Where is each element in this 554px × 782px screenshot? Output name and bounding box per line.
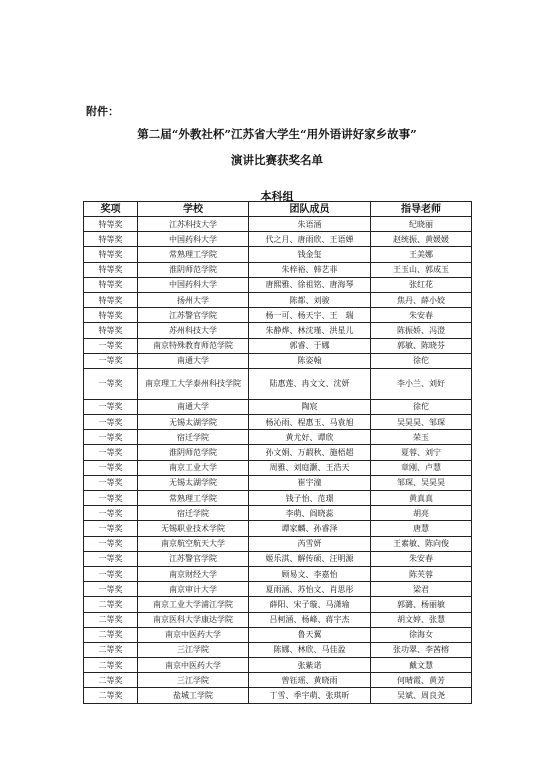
cell-school: 南京财经大学 xyxy=(138,566,249,581)
cell-advisors: 纪晓丽 xyxy=(371,217,472,232)
cell-award: 二等奖 xyxy=(84,627,138,642)
table-row xyxy=(84,688,472,703)
cell-award: 特等奖 xyxy=(84,217,138,232)
cell-school: 南京中医药大学 xyxy=(138,658,249,673)
cell-school: 中国药科大学 xyxy=(138,277,249,292)
cell-school: 淮阴师范学院 xyxy=(138,445,249,460)
cell-advisors: 何晴霞、黄芳 xyxy=(371,673,472,688)
cell-members: 张紫诺 xyxy=(249,658,371,673)
table-row xyxy=(84,582,472,597)
cell-school: 南京工业大学浦江学院 xyxy=(138,597,249,612)
cell-members: 顾易文、李嘉怡 xyxy=(249,566,371,581)
cell-school: 江苏警官学院 xyxy=(138,308,249,323)
cell-advisors: 赵统振、黄媛媛 xyxy=(371,232,472,247)
cell-members: 夏雨涵、苏怡文、肖思彤 xyxy=(249,582,371,597)
cell-award: 一等奖 xyxy=(84,521,138,536)
cell-members: 李萌、阎晓蕊 xyxy=(249,506,371,521)
table-row xyxy=(84,506,472,521)
cell-advisors: 郭敏、陈晓芬 xyxy=(371,338,472,353)
cell-advisors: 章刚、卢慧 xyxy=(371,460,472,475)
cell-school: 江苏警官学院 xyxy=(138,551,249,566)
cell-award: 一等奖 xyxy=(84,399,138,414)
cell-advisors: 张功翠、李茜榕 xyxy=(371,642,472,657)
cell-advisors: 徐佗 xyxy=(371,353,472,368)
cell-members: 陈都、刘骏 xyxy=(249,292,371,307)
cell-award: 特等奖 xyxy=(84,292,138,307)
cell-advisors: 徐佗 xyxy=(371,399,472,414)
cell-advisors: 王素敏、陈向俊 xyxy=(371,536,472,551)
cell-members: 朱语涵 xyxy=(249,217,371,232)
cell-school: 宿迁学院 xyxy=(138,430,249,445)
cell-award: 特等奖 xyxy=(84,262,138,277)
cell-school: 南京中医药大学 xyxy=(138,627,249,642)
cell-award: 一等奖 xyxy=(84,338,138,353)
document-title: 第二届“外教社杯”江苏省大学生“用外语讲好家乡故事” xyxy=(137,127,417,141)
cell-advisors: 胡文婷、张慧 xyxy=(371,612,472,627)
cell-members: 陆惠莲、冉文文、沈妍 xyxy=(249,368,371,399)
table-row xyxy=(84,491,472,506)
cell-advisors: 朱安春 xyxy=(371,308,472,323)
cell-award: 一等奖 xyxy=(84,536,138,551)
cell-advisors: 荣玉 xyxy=(371,430,472,445)
cell-school: 江苏科技大学 xyxy=(138,217,249,232)
cell-school: 常熟理工学院 xyxy=(138,247,249,262)
cell-award: 一等奖 xyxy=(84,551,138,566)
cell-advisors: 王玉山、郭成玉 xyxy=(371,262,472,277)
table-row xyxy=(84,612,472,627)
cell-school: 无锡太湖学院 xyxy=(138,475,249,490)
cell-members: 姬乐淇、解传硕、汪明源 xyxy=(249,551,371,566)
cell-school: 南京工业大学 xyxy=(138,460,249,475)
table-row xyxy=(84,232,472,247)
cell-advisors: 梁君 xyxy=(371,582,472,597)
cell-school: 南通大学 xyxy=(138,353,249,368)
cell-school: 无锡太湖学院 xyxy=(138,415,249,430)
table-row xyxy=(84,445,472,460)
cell-award: 特等奖 xyxy=(84,308,138,323)
cell-members: 孙文娟、万嘏秋、施梧超 xyxy=(249,445,371,460)
cell-school: 扬州大学 xyxy=(138,292,249,307)
column-header-members: 团队成员 xyxy=(249,202,371,217)
awards-table xyxy=(83,201,472,704)
table-row xyxy=(84,673,472,688)
cell-award: 特等奖 xyxy=(84,277,138,292)
cell-advisors: 朱安春 xyxy=(371,551,472,566)
cell-members: 谭家麟、孙睿泽 xyxy=(249,521,371,536)
cell-school: 宿迁学院 xyxy=(138,506,249,521)
column-header-advisors: 指导老师 xyxy=(371,202,472,217)
cell-school: 三江学院 xyxy=(138,673,249,688)
cell-members: 陈姿翰 xyxy=(249,353,371,368)
table-row xyxy=(84,658,472,673)
table-row xyxy=(84,597,472,612)
cell-award: 特等奖 xyxy=(84,323,138,338)
cell-award: 二等奖 xyxy=(84,612,138,627)
cell-award: 一等奖 xyxy=(84,582,138,597)
table-row xyxy=(84,262,472,277)
cell-award: 一等奖 xyxy=(84,491,138,506)
cell-award: 二等奖 xyxy=(84,673,138,688)
table-row xyxy=(84,521,472,536)
cell-members: 代之月、唐雨欣、王语婵 xyxy=(249,232,371,247)
cell-award: 二等奖 xyxy=(84,597,138,612)
cell-school: 南通大学 xyxy=(138,399,249,414)
cell-members: 鲁天翼 xyxy=(249,627,371,642)
cell-school: 南京理工大学泰州科技学院 xyxy=(138,368,249,399)
table-row xyxy=(84,217,472,232)
cell-members: 曾钰瑶、黄晓雨 xyxy=(249,673,371,688)
cell-school: 南京航空航天大学 xyxy=(138,536,249,551)
cell-members: 陶宸 xyxy=(249,399,371,414)
cell-advisors: 陈振娇、冯澄 xyxy=(371,323,472,338)
group-label: 本科组 xyxy=(260,190,294,203)
cell-award: 一等奖 xyxy=(84,445,138,460)
cell-award: 一等奖 xyxy=(84,475,138,490)
table-row xyxy=(84,399,472,414)
cell-advisors: 徐海女 xyxy=(371,627,472,642)
cell-advisors: 郭潞、杨丽敏 xyxy=(371,597,472,612)
cell-advisors: 戴文慧 xyxy=(371,658,472,673)
table-row xyxy=(84,566,472,581)
table-row xyxy=(84,338,472,353)
cell-school: 盐城工学院 xyxy=(138,688,249,703)
cell-members: 朱静烨、林沈瑾、洪星儿 xyxy=(249,323,371,338)
cell-members: 杨一可、杨天宇、王 瑞 xyxy=(249,308,371,323)
cell-advisors: 胡亮 xyxy=(371,506,472,521)
cell-advisors: 邹琛、吴昊昊 xyxy=(371,475,472,490)
cell-award: 特等奖 xyxy=(84,247,138,262)
attachment-label: 附件： xyxy=(86,105,119,118)
table-row xyxy=(84,308,472,323)
cell-members: 吕柯涵、杨峰、蒋宇杰 xyxy=(249,612,371,627)
table-body xyxy=(84,217,472,704)
cell-advisors: 张红花 xyxy=(371,277,472,292)
document-subtitle: 演讲比赛获奖名单 xyxy=(231,153,323,167)
cell-award: 一等奖 xyxy=(84,368,138,399)
table-header-row xyxy=(84,202,472,217)
cell-award: 二等奖 xyxy=(84,658,138,673)
table-row xyxy=(84,536,472,551)
cell-school: 南京特殊教育师范学院 xyxy=(138,338,249,353)
cell-award: 一等奖 xyxy=(84,566,138,581)
cell-members: 唐熙雅、徐祖铭、唐海琴 xyxy=(249,277,371,292)
cell-award: 一等奖 xyxy=(84,353,138,368)
cell-school: 中国药科大学 xyxy=(138,232,249,247)
cell-school: 常熟理工学院 xyxy=(138,491,249,506)
cell-members: 郭睿、于娜 xyxy=(249,338,371,353)
cell-school: 三江学院 xyxy=(138,642,249,657)
cell-members: 杨沁雨、程惠玉、马袁旭 xyxy=(249,415,371,430)
cell-advisors: 焦丹、薛小姣 xyxy=(371,292,472,307)
table-row xyxy=(84,368,472,399)
table-row xyxy=(84,475,472,490)
table-row xyxy=(84,642,472,657)
table-row xyxy=(84,430,472,445)
cell-advisors: 黄真真 xyxy=(371,491,472,506)
cell-award: 一等奖 xyxy=(84,430,138,445)
table-row xyxy=(84,627,472,642)
cell-members: 周雅、刘庭灏、王浩天 xyxy=(249,460,371,475)
cell-award: 二等奖 xyxy=(84,642,138,657)
cell-members: 黄尤好、谭欣 xyxy=(249,430,371,445)
table-row xyxy=(84,460,472,475)
table-row xyxy=(84,277,472,292)
cell-members: 陈娜、林欣、马佳盈 xyxy=(249,642,371,657)
cell-school: 南京医科大学康达学院 xyxy=(138,612,249,627)
table-row xyxy=(84,551,472,566)
table-row xyxy=(84,292,472,307)
cell-advisors: 吴昊昊、邹琛 xyxy=(371,415,472,430)
cell-award: 特等奖 xyxy=(84,232,138,247)
table-row xyxy=(84,247,472,262)
table-row xyxy=(84,323,472,338)
cell-award: 一等奖 xyxy=(84,460,138,475)
cell-advisors: 陈芙蓉 xyxy=(371,566,472,581)
cell-school: 南京审计大学 xyxy=(138,582,249,597)
cell-award: 一等奖 xyxy=(84,415,138,430)
cell-members: 丁雪、季宇萌、张琪昕 xyxy=(249,688,371,703)
cell-members: 朱梓裕、韩艺菲 xyxy=(249,262,371,277)
cell-school: 无锡职业技术学院 xyxy=(138,521,249,536)
table-row xyxy=(84,415,472,430)
cell-members: 钱子怡、范璟 xyxy=(249,491,371,506)
cell-award: 二等奖 xyxy=(84,688,138,703)
cell-advisors: 李小兰、刘好 xyxy=(371,368,472,399)
cell-members: 崔宇潼 xyxy=(249,475,371,490)
cell-advisors: 吴斌、周良尧 xyxy=(371,688,472,703)
cell-award: 一等奖 xyxy=(84,506,138,521)
cell-school: 淮阴师范学院 xyxy=(138,262,249,277)
cell-school: 苏州科技大学 xyxy=(138,323,249,338)
cell-members: 钱金玺 xyxy=(249,247,371,262)
cell-advisors: 唐慧 xyxy=(371,521,472,536)
cell-members: 芮雪妍 xyxy=(249,536,371,551)
column-header-award: 奖项 xyxy=(84,202,138,217)
table-row xyxy=(84,353,472,368)
column-header-school: 学校 xyxy=(138,202,249,217)
cell-members: 薛阳、宋子璇、马潇瑜 xyxy=(249,597,371,612)
cell-advisors: 夏蓉、刘宁 xyxy=(371,445,472,460)
cell-advisors: 王美娜 xyxy=(371,247,472,262)
